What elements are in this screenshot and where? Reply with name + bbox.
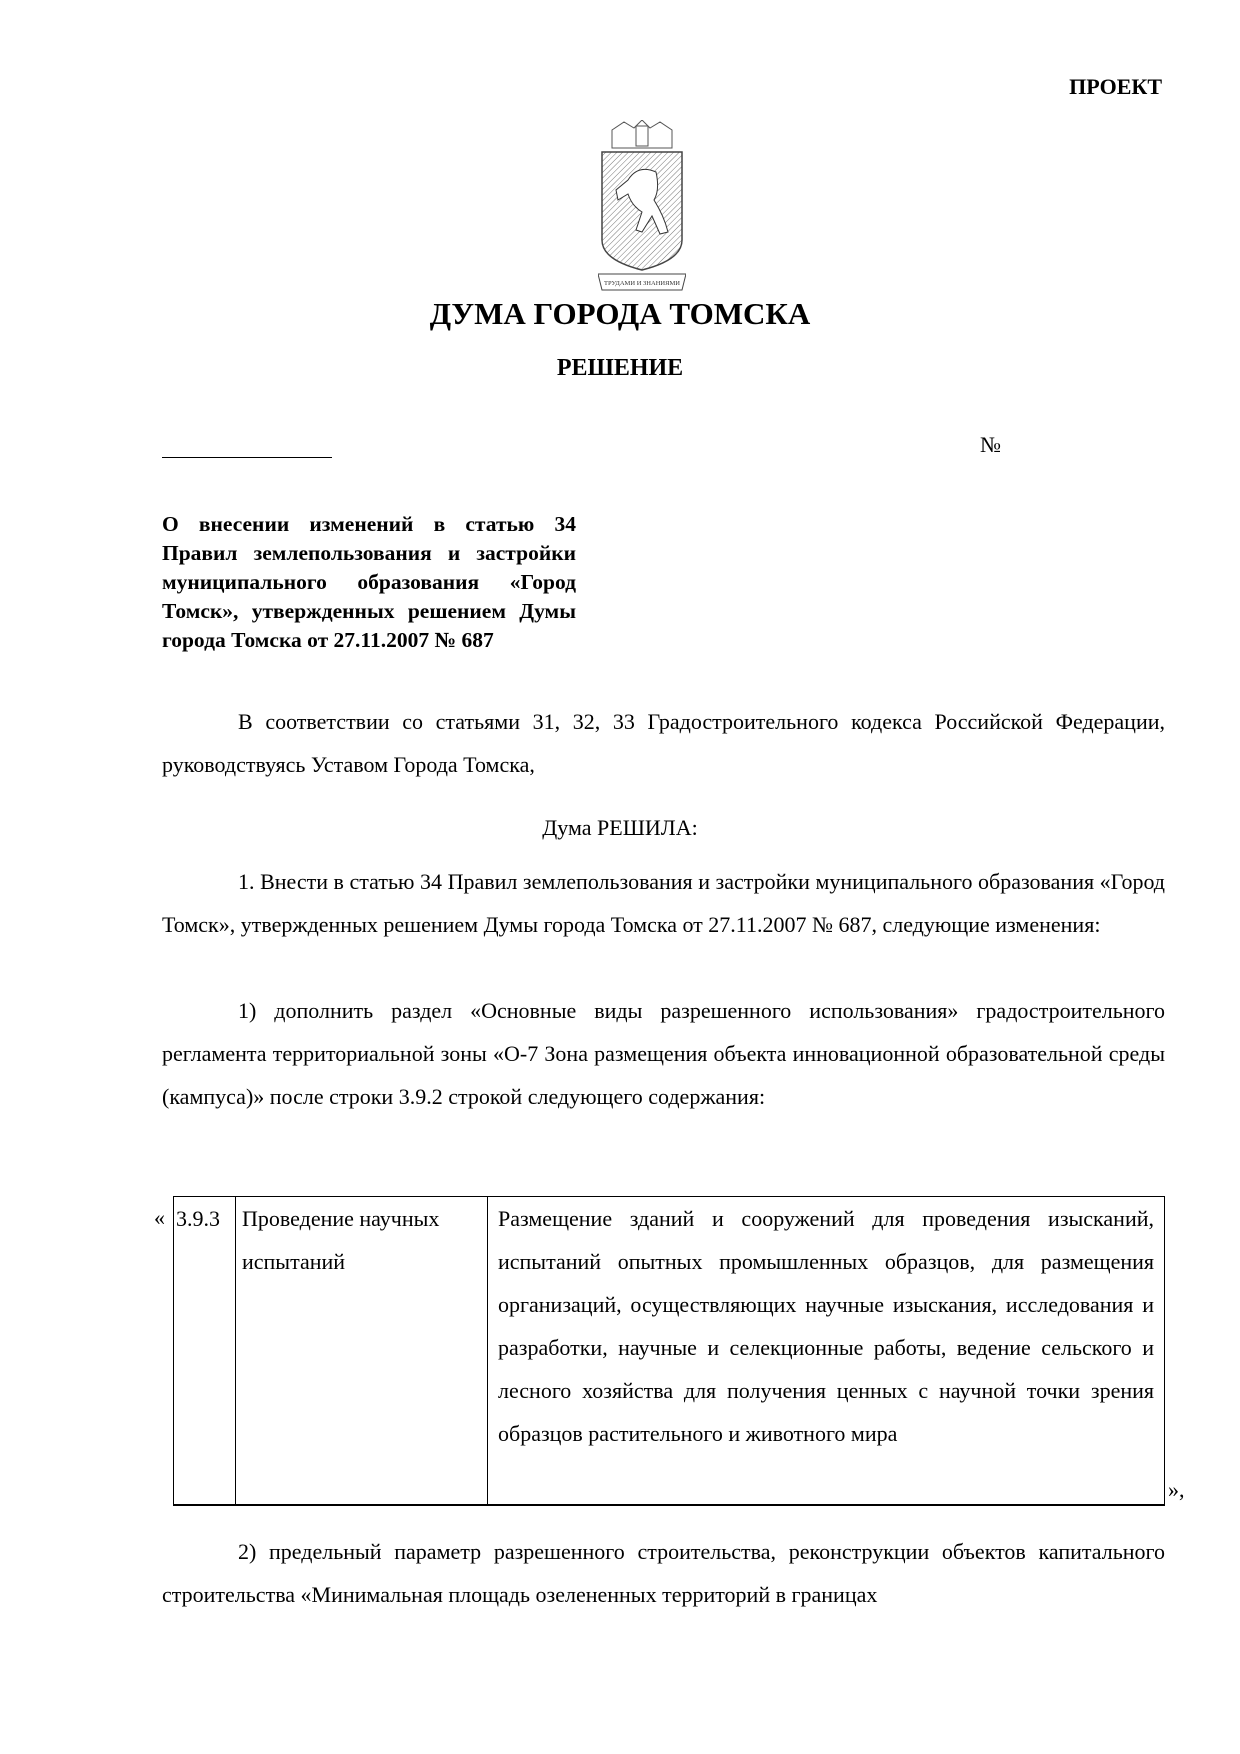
decided-heading: Дума РЕШИЛА: (542, 815, 698, 840)
quote-open: « (154, 1205, 165, 1230)
item-1: 1. Внести в статью 34 Правил землепользования и застройки муниципального образования «Город Томск», утвержденных решением Думы города Томска от 27.11.2007 № 687, следующие изменения: (162, 869, 1165, 937)
date-blank-line (162, 457, 332, 458)
item-1-2: 2) предельный параметр разрешенного строительства, реконструкции объектов капитального строительства «Минимальная площадь озелененных территорий в границах (162, 1539, 1165, 1607)
organization-name: ДУМА ГОРОДА ТОМСКА (429, 296, 811, 331)
draft-stamp: ПРОЕКТ (1069, 74, 1162, 99)
preamble: В соответствии со статьями 31, 32, 33 Градостроительного кодекса Российской Федерации, руководствуясь Уставом Города Томска, (162, 709, 1165, 777)
coat-of-arms-image (598, 120, 686, 292)
amendment-table (173, 1196, 1165, 1506)
coat-of-arms-motto: ТРУДАМИ И ЗНАНИЯМИ (604, 281, 681, 287)
table-cell-code: 3.9.3 (174, 1197, 236, 1504)
table-cell-name: Проведение научных испытаний (236, 1197, 488, 1504)
quote-close: », (1168, 1477, 1185, 1502)
number-label: № (980, 432, 1001, 457)
document-type: РЕШЕНИЕ (556, 355, 684, 381)
decision-title: О внесении изменений в статью 34 Правил землепользования и застройки муниципального образования «Город Томск», утвержденных решением Думы города Томска от 27.11.2007 № 687 (162, 512, 576, 652)
table-cell-description: Размещение зданий и сооружений для проведения изысканий, испытаний опытных промышленных образцов, для размещения организаций, осуществляющих научные изыскания, исследования и разработки, научные и селекционные работы, ведение сельского и лесного хозяйства для получения ценных с научной точки зрения образцов растительного и животного мира (498, 1206, 1154, 1446)
item-1-1: 1) дополнить раздел «Основные виды разрешенного использования» градостроительного регламента территориальной зоны «О-7 Зона размещения объекта инновационной образовательной среды (кампуса)» после строки 3.9.2 строкой следующего содержания: (162, 998, 1165, 1109)
